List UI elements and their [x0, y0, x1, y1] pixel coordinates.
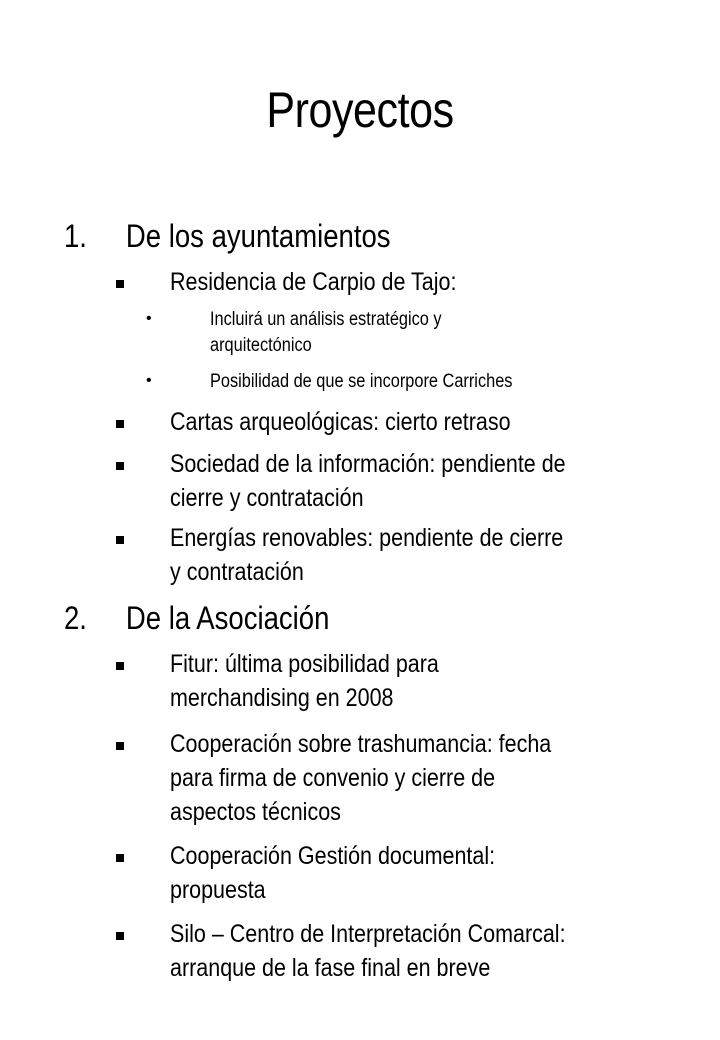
- bullet-text: Sociedad de la información: pendiente de: [170, 450, 566, 478]
- dot-bullet-icon: •: [146, 372, 152, 389]
- bullet-text: Cartas arqueológicas: cierto retraso: [170, 408, 511, 436]
- sub-bullet-text: Incluirá un análisis estratégico y: [210, 309, 442, 330]
- square-bullet-icon: [116, 932, 124, 940]
- bullet-text: merchandising en 2008: [170, 684, 394, 712]
- square-bullet-icon: [116, 854, 124, 862]
- bullet-text: propuesta: [170, 876, 266, 904]
- square-bullet-icon: [116, 280, 124, 288]
- bullet-text: cierre y contratación: [170, 484, 364, 512]
- slide-title: Proyectos: [266, 82, 454, 138]
- section-2-heading: [64, 600, 329, 637]
- section-number: 2.: [64, 600, 87, 636]
- bullet-text: y contratación: [170, 558, 304, 586]
- section-1-heading: [64, 218, 391, 255]
- bullet-text: Cooperación Gestión documental:: [170, 842, 496, 870]
- sub-bullet-text: arquitectónico: [210, 335, 312, 356]
- section-title: De la Asociación: [125, 600, 330, 636]
- bullet-text: Fitur: última posibilidad para: [170, 650, 439, 678]
- bullet-text: Cooperación sobre trashumancia: fecha: [170, 730, 552, 758]
- square-bullet-icon: [116, 536, 124, 544]
- square-bullet-icon: [116, 742, 124, 750]
- bullet-text: aspectos técnicos: [170, 798, 341, 826]
- bullet-text: Residencia de Carpio de Tajo:: [170, 268, 457, 296]
- square-bullet-icon: [116, 462, 124, 470]
- section-title: De los ayuntamientos: [125, 218, 391, 254]
- sub-bullet-text: Posibilidad de que se incorpore Carriches: [210, 371, 513, 392]
- square-bullet-icon: [116, 420, 124, 428]
- square-bullet-icon: [116, 662, 124, 670]
- bullet-text: Energías renovables: pendiente de cierre: [170, 524, 564, 552]
- dot-bullet-icon: •: [146, 310, 152, 327]
- bullet-text: para firma de convenio y cierre de: [170, 764, 496, 792]
- bullet-text: arranque de la fase final en breve: [170, 954, 491, 982]
- bullet-text: Silo – Centro de Interpretación Comarcal:: [170, 920, 566, 948]
- section-number: 1.: [64, 218, 87, 254]
